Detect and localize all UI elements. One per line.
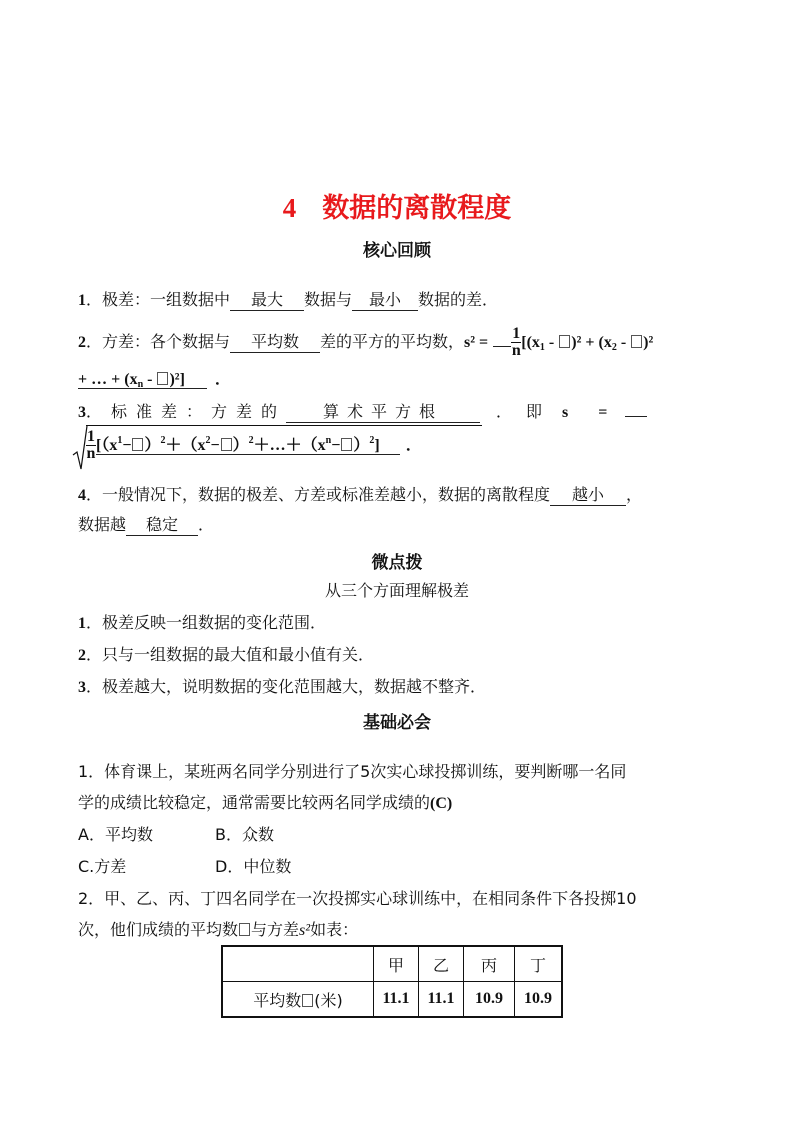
question-2-line-2: 次，他们成绩的平均数 与方差s²如表： <box>78 920 359 939</box>
table-header-cell: 乙 <box>419 946 464 982</box>
item-text: ．标准差：方差的 <box>86 402 287 421</box>
xbar-placeholder-icon <box>239 923 250 936</box>
item-text: ．一般情况下，数据的极差、方差或标准差越小，数据的离散程度 <box>86 485 551 504</box>
question-1-answer: (C) <box>430 795 453 812</box>
answer-blank: 越小 <box>550 485 626 506</box>
answer-blank: 最小 <box>352 290 418 311</box>
option-b: B．众数 <box>215 825 274 844</box>
table-header-cell: 甲 <box>374 946 419 982</box>
review-item-2 <box>78 326 653 360</box>
table-row-label: 平均数 (米) <box>222 982 374 1018</box>
answer-blank: 稳定 <box>126 515 198 536</box>
table-header-cell: 丁 <box>515 946 563 982</box>
tips-subtitle: 从三个方面理解极差 <box>324 581 469 600</box>
page-title <box>0 186 794 225</box>
question-2-line-1: 2．甲、乙、丙、丁四名同学在一次投掷实心球训练中，在相同条件下各投掷10 <box>78 889 637 908</box>
data-table <box>221 945 563 1018</box>
item-number: 1 <box>78 292 86 309</box>
title-text: 数据的离散程度 <box>322 193 512 224</box>
question-1-line-2: 学的成绩比较稳定，通常需要比较两名同学成绩的(C) <box>78 793 453 812</box>
answer-blank: 最大 <box>230 290 304 311</box>
xbar-placeholder-icon <box>341 438 352 451</box>
tip-item-2: 2．只与一组数据的最大值和最小值有关． <box>78 645 375 664</box>
xbar-placeholder-icon <box>157 372 168 385</box>
item-text: 数据与 <box>304 290 353 309</box>
xbar-placeholder-icon <box>559 335 570 348</box>
table-cell: 10.9 <box>515 982 563 1018</box>
option-a: A．平均数 <box>78 825 153 844</box>
item-text: 数据的差． <box>418 290 499 309</box>
item-text: ．极差：一组数据中 <box>86 290 231 309</box>
table-cell: 11.1 <box>374 982 419 1018</box>
review-item-3: 3．标准差：方差的 算术平方根 ．即 s = <box>78 400 718 425</box>
table-header-row <box>222 946 562 982</box>
item-number: 2 <box>78 334 86 351</box>
table-header-cell: 丙 <box>464 946 515 982</box>
table-header-cell <box>222 946 374 982</box>
item-number: 3 <box>78 404 86 421</box>
question-1-line-1: 1．体育课上，某班两名同学分别进行了5次实心球投掷训练，要判断哪一名同 <box>78 762 627 781</box>
review-item-1 <box>78 288 498 313</box>
tip-item-3: 3．极差越大，说明数据的变化范围越大，数据越不整齐． <box>78 677 487 696</box>
section-heading-tips: 微点拨 <box>371 553 423 573</box>
option-c: C.方差 <box>78 857 127 876</box>
xbar-placeholder-icon <box>221 438 232 451</box>
review-item-4-cont: 数据越 稳定 ． <box>78 515 215 534</box>
option-d: D．中位数 <box>215 857 292 876</box>
std-dev-formula: $\frac{1}{n}$ [$(x^1- )^2+(x^2-$ ）$^2+\dots+(x^n- )^2$] ． <box>86 428 422 462</box>
review-item-2-cont: + … + $(x_n - )^2$] ． <box>78 371 231 390</box>
review-item-4: 4．一般情况下，数据的极差、方差或标准差越小，数据的离散程度 越小 ， <box>78 485 643 504</box>
fraction-1-over-n: $\frac{1}{n}$ <box>86 428 96 462</box>
item-number: 4 <box>78 487 86 504</box>
item-text: ．即 <box>496 402 557 421</box>
title-number: 4 <box>282 193 297 223</box>
table-row <box>222 982 562 1018</box>
item-text: ．方差：各个数据与 <box>86 332 231 351</box>
fraction-1-over-n: $\frac{1}{n}$ <box>511 325 521 359</box>
xbar-placeholder-icon <box>132 438 143 451</box>
xbar-placeholder-icon <box>631 335 642 348</box>
formula-s2: s² = <box>464 334 489 351</box>
table-cell: 10.9 <box>464 982 515 1018</box>
section-heading-review: 核心回顾 <box>363 241 431 261</box>
answer-blank: 平均数 <box>230 332 320 353</box>
variance-formula: [$(x_1 - )^2 + (x_2 - )^2$ <box>521 334 654 353</box>
xbar-placeholder-icon <box>302 994 313 1007</box>
item-text: 数据越 <box>78 515 127 534</box>
table-cell: 11.1 <box>419 982 464 1018</box>
answer-blank: 算术平方根 <box>286 402 480 423</box>
sqrt-bar <box>86 425 482 426</box>
formula-s: s <box>562 404 569 421</box>
tip-item-1: 1．极差反映一组数据的变化范围． <box>78 613 327 632</box>
section-heading-basics: 基础必会 <box>363 713 431 733</box>
item-text: 差的平方的平均数， <box>320 332 465 351</box>
